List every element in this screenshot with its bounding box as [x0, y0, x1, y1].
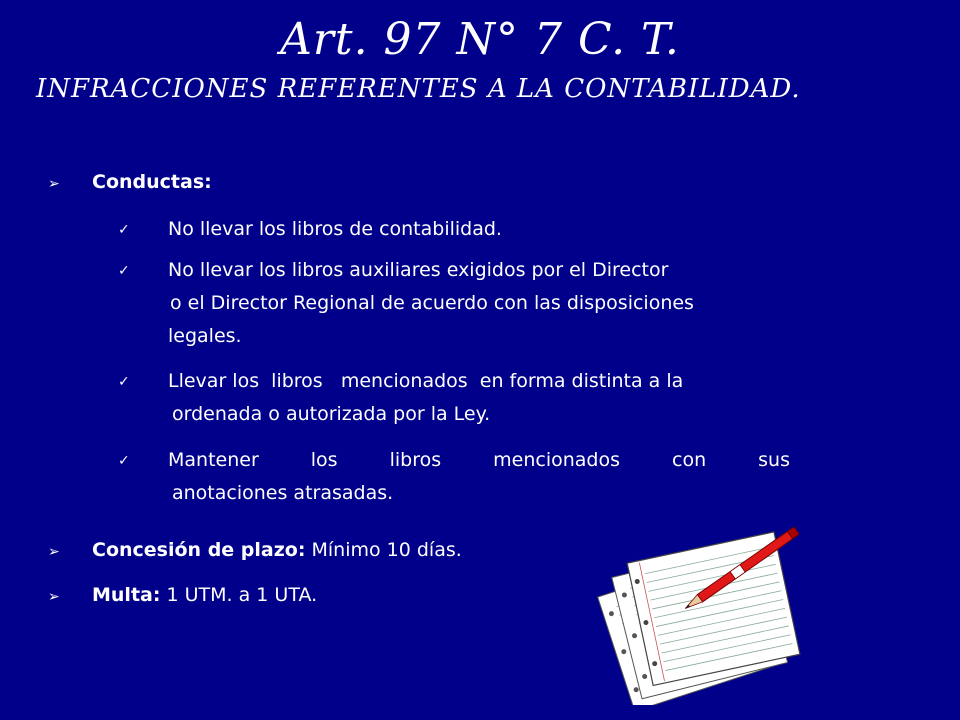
conducta-item-2-line-1: No llevar los libros auxiliares exigidos por el Director — [168, 259, 669, 281]
checkmark-icon: ✓ — [118, 222, 130, 238]
conducta-item-4-line-2: anotaciones atrasadas. — [172, 482, 394, 504]
conducta-item-4-line-1: Mantener los libros mencionados con sus — [168, 449, 790, 471]
checkmark-icon: ✓ — [118, 453, 130, 469]
arrow-bullet-icon: ➢ — [48, 176, 60, 192]
multa-label: Multa: — [92, 584, 161, 606]
concesion-value: Mínimo 10 días. — [305, 539, 462, 561]
conducta-item-1: No llevar los libros de contabilidad. — [168, 218, 502, 240]
concesion-line — [92, 534, 462, 567]
conductas-label: Conductas: — [92, 171, 212, 193]
slide-subtitle: INFRACCIONES REFERENTES A LA CONTABILIDAD. — [36, 74, 801, 104]
conducta-item-3-line-2: ordenada o autorizada por la Ley. — [172, 403, 491, 425]
conducta-item-3-line-1: Llevar los libros mencionados en forma distinta a la — [168, 370, 684, 392]
conducta-item-2-line-2: o el Director Regional de acuerdo con las disposiciones — [170, 292, 694, 314]
checkmark-icon: ✓ — [118, 263, 130, 279]
arrow-bullet-icon: ➢ — [48, 544, 60, 560]
arrow-bullet-icon: ➢ — [48, 589, 60, 605]
slide-title: Art. 97 N° 7 C. T. — [280, 14, 680, 65]
multa-value: 1 UTM. a 1 UTA. — [160, 584, 318, 606]
multa-line — [92, 579, 317, 612]
conducta-item-2-line-3: legales. — [168, 325, 242, 347]
concesion-label: Concesión de plazo: — [92, 539, 306, 561]
paper-and-pencil-icon — [580, 525, 830, 705]
checkmark-icon: ✓ — [118, 374, 130, 390]
